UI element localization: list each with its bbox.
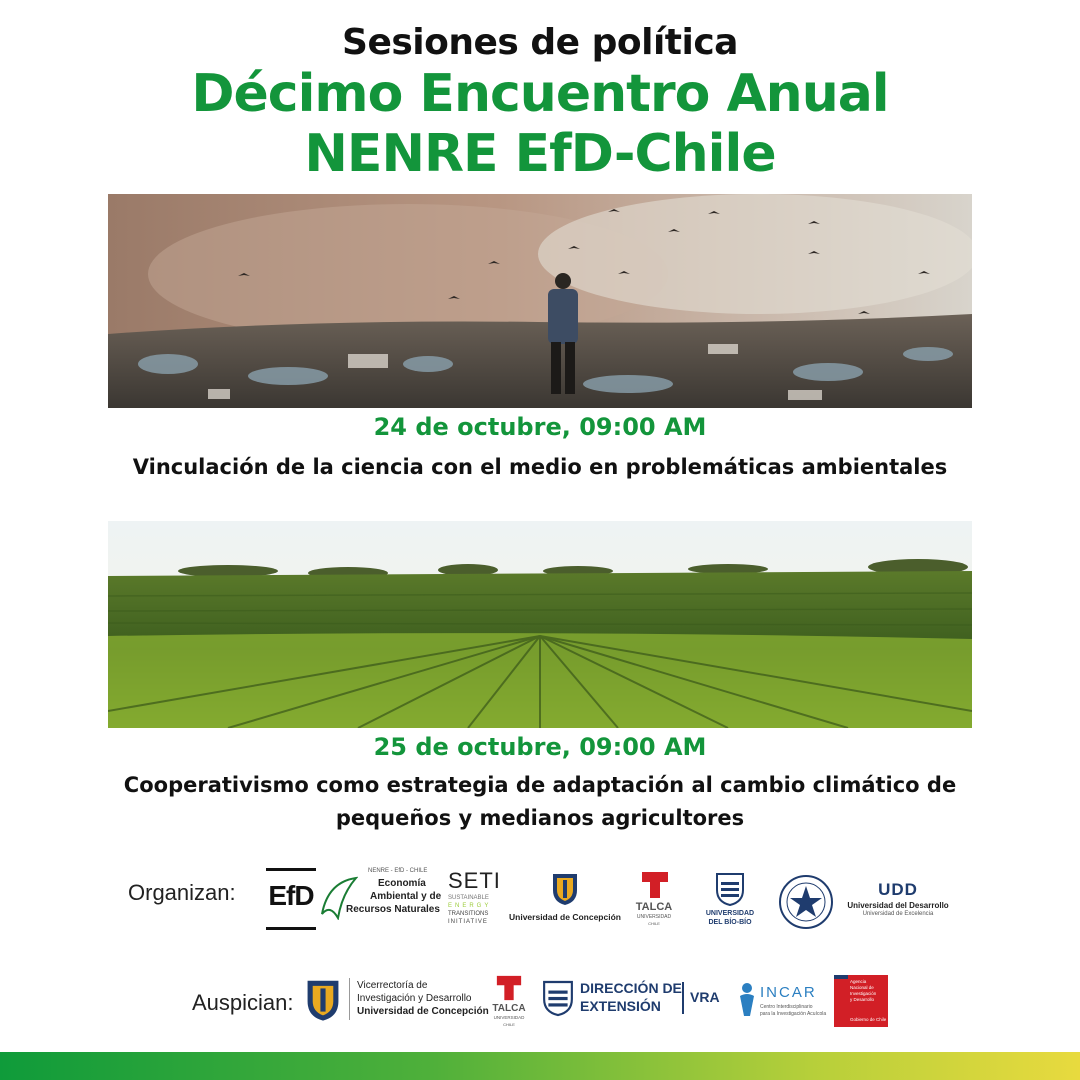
seti-mark: SETI	[448, 868, 501, 893]
talca-logo	[628, 870, 680, 932]
ubb-logo	[700, 872, 760, 934]
talca-sponsor-line1: UNIVERSIDAD	[493, 1015, 525, 1020]
talca-line2: CHILE	[648, 921, 660, 926]
extension-line2: EXTENSIÓN	[580, 998, 661, 1014]
session-1-date: 24 de octubre, 09:00 AM	[373, 413, 707, 441]
seti-line1: SUSTAINABLE	[448, 895, 489, 901]
udd-mark: UDD	[878, 880, 918, 899]
event-title	[0, 64, 1080, 184]
talca-mark: TALCA	[635, 901, 673, 913]
incar-figure-icon	[736, 982, 758, 1018]
anid-line4: y Desarrollo	[850, 997, 875, 1002]
talca-sponsor-mark: TALCA	[492, 1003, 526, 1014]
incar-mark: INCAR	[760, 984, 817, 1001]
efd-tag: NENRE - EfD - CHILE	[368, 868, 428, 874]
efd-logo	[266, 868, 442, 930]
extension-vra: VRA	[690, 989, 720, 1005]
ubb-line2: DEL BÍO-BÍO	[708, 919, 752, 926]
incar-line2: para la Investigación Acuícola	[760, 1011, 827, 1017]
seti-line3: TRANSITIONS	[448, 911, 489, 917]
ubb-line1: UNIVERSIDAD	[705, 910, 755, 917]
anid-line1: Agencia	[850, 979, 867, 984]
extension-logo	[542, 976, 728, 1022]
talca-sponsor-logo	[486, 974, 532, 1030]
talca-sponsor-line2: CHILE	[503, 1022, 515, 1027]
incar-line1: Centro Interdisciplinario	[760, 1004, 813, 1010]
talca-t-icon	[640, 870, 670, 900]
event-subtitle: Sesiones de política	[342, 22, 738, 63]
udd-logo	[842, 880, 954, 920]
ubb-shield-icon	[715, 872, 745, 906]
udec-shield-icon	[305, 978, 341, 1022]
anid-line3: Investigación	[850, 991, 877, 996]
udd-name: Universidad del Desarrollo	[847, 901, 949, 910]
anid-logo	[834, 975, 888, 1027]
extension-shield-icon	[542, 978, 574, 1018]
event-title-line2: NENRE EfD-Chile	[304, 124, 776, 184]
talca-t-icon	[495, 974, 523, 1002]
crop-field-photo	[108, 521, 972, 728]
seal-logo	[778, 874, 834, 930]
footer-gradient-bar	[0, 1052, 1080, 1080]
vrid-line3: Universidad de Concepción	[357, 1006, 489, 1017]
efd-mark: EfD	[268, 880, 314, 911]
extension-line1: DIRECCIÓN DE	[580, 980, 682, 996]
udd-tagline: Universidad de Excelencia	[862, 911, 934, 917]
vrid-line1: Vicerrectoría de	[357, 980, 428, 991]
vrid-logo	[305, 976, 489, 1024]
seti-line4: INITIATIVE	[448, 919, 488, 925]
seti-logo	[446, 868, 504, 930]
efd-line3: Recursos Naturales	[346, 904, 440, 915]
session-2-date: 25 de octubre, 09:00 AM	[373, 733, 707, 761]
seti-line2: ENERGY	[448, 903, 492, 909]
event-title-line1: Décimo Encuentro Anual	[191, 64, 889, 124]
udec-name: Universidad de Concepción	[509, 912, 621, 922]
efd-line1: Economía	[378, 878, 426, 889]
landfill-photo	[108, 194, 972, 408]
incar-logo	[736, 982, 830, 1020]
session-2-description: Cooperativismo como estrategia de adaptación al cambio climático de pequeños y medianos agricultores	[123, 773, 957, 830]
anid-line2: Nacional de	[850, 985, 874, 990]
talca-line1: UNIVERSIDAD	[636, 914, 672, 920]
seal-star-icon	[778, 874, 834, 930]
efd-line2: Ambiental y de	[370, 891, 442, 902]
session-1-description: Vinculación de la ciencia con el medio en problemáticas ambientales	[132, 455, 948, 479]
udec-logo	[507, 872, 623, 928]
vrid-line2: Investigación y Desarrollo	[357, 993, 472, 1004]
anid-footer: Gobierno de Chile	[850, 1017, 887, 1022]
organizers-label: Organizan:	[128, 880, 236, 905]
udec-shield-icon	[551, 872, 579, 906]
sponsors-label: Auspician:	[192, 990, 294, 1015]
